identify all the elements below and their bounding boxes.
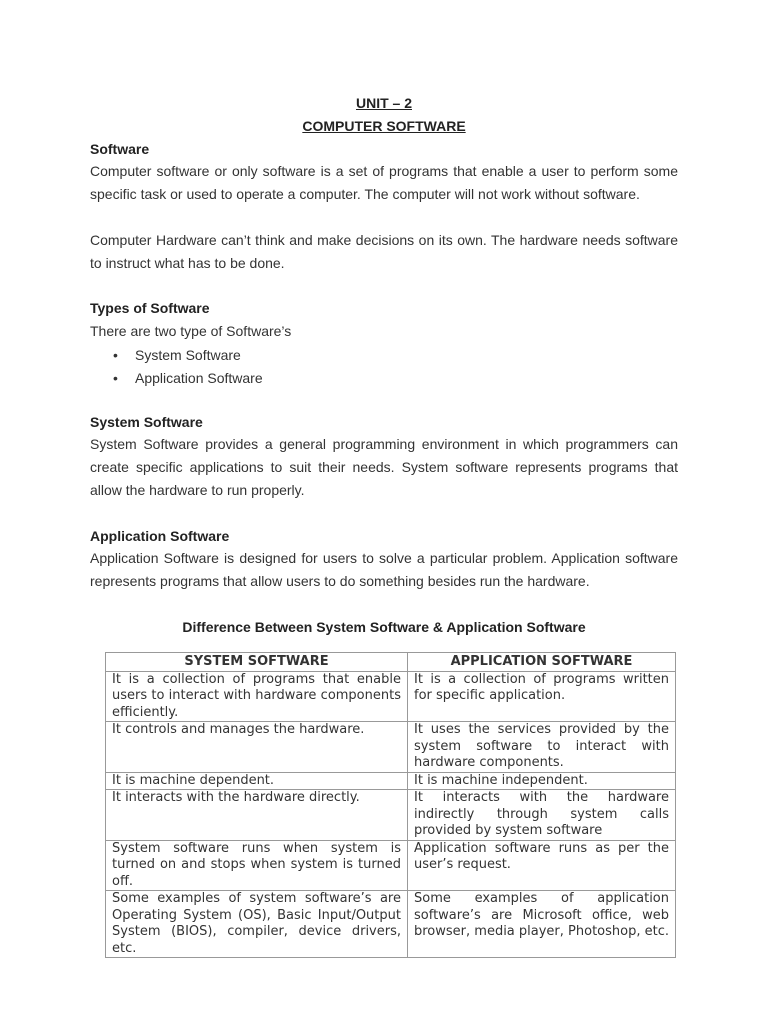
- table-row: [106, 772, 676, 790]
- table-cell: Application software runs as per the user’s request.: [408, 840, 676, 891]
- table-cell: Some examples of system software’s are Operating System (OS), Basic Input/Output System (BIOS), compiler, device drivers, etc.: [106, 891, 408, 958]
- table-cell: It is machine independent.: [408, 772, 676, 790]
- types-list: [113, 344, 263, 390]
- table-row: [106, 891, 676, 958]
- types-heading: Types of Software: [90, 300, 210, 316]
- table-cell: Some examples of application software’s are Microsoft office, web browser, media player, Photoshop, etc.: [408, 891, 676, 958]
- table-cell: System software runs when system is turned on and stops when system is turned off.: [106, 840, 408, 891]
- table-cell: It interacts with the hardware directly.: [106, 790, 408, 841]
- list-item-label: Application Software: [135, 370, 263, 386]
- software-paragraph-1: Computer software or only software is a set of programs that enable a user to perform some specific task or used to operate a computer. The computer will not work without software.: [90, 163, 678, 202]
- list-item-label: System Software: [135, 347, 241, 363]
- application-software-heading: Application Software: [90, 528, 230, 544]
- list-item: [113, 344, 263, 367]
- table-title: Difference Between System Software & Application Software: [182, 619, 586, 635]
- table-row: [106, 840, 676, 891]
- column-header-application: APPLICATION SOFTWARE: [408, 653, 676, 672]
- table-row: [106, 671, 676, 722]
- application-software-paragraph: Application Software is designed for users to solve a particular problem. Application software represents programs that allow users to do something besides run the hardware.: [90, 550, 678, 589]
- table-cell: It controls and manages the hardware.: [106, 722, 408, 773]
- system-software-paragraph: System Software provides a general programming environment in which programmers can create specific applications to suit their needs. System software represents programs that allow the hardware to run properly.: [90, 436, 678, 498]
- system-software-heading: System Software: [90, 414, 203, 430]
- table-cell: It uses the services provided by the system software to interact with hardware components.: [408, 722, 676, 773]
- table-cell: It is machine dependent.: [106, 772, 408, 790]
- table-header-row: [106, 653, 676, 672]
- software-paragraph-2: Computer Hardware can’t think and make decisions on its own. The hardware needs software to instruct what has to be done.: [90, 232, 678, 271]
- page-title: COMPUTER SOFTWARE: [302, 118, 466, 134]
- bullet-icon: •: [113, 347, 118, 363]
- software-heading: Software: [90, 141, 150, 157]
- table-cell: It is a collection of programs that enable users to interact with hardware components efficiently.: [106, 671, 408, 722]
- table-row: [106, 722, 676, 773]
- bullet-icon: •: [113, 370, 118, 386]
- types-intro: There are two type of Software’s: [90, 323, 292, 339]
- table-cell: It interacts with the hardware indirectly through system calls provided by system software: [408, 790, 676, 841]
- table-cell: It is a collection of programs written for specific application.: [408, 671, 676, 722]
- unit-title: UNIT – 2: [355, 95, 412, 111]
- column-header-system: SYSTEM SOFTWARE: [106, 653, 408, 672]
- list-item: [113, 367, 263, 390]
- comparison-table: [105, 652, 676, 958]
- table-row: [106, 790, 676, 841]
